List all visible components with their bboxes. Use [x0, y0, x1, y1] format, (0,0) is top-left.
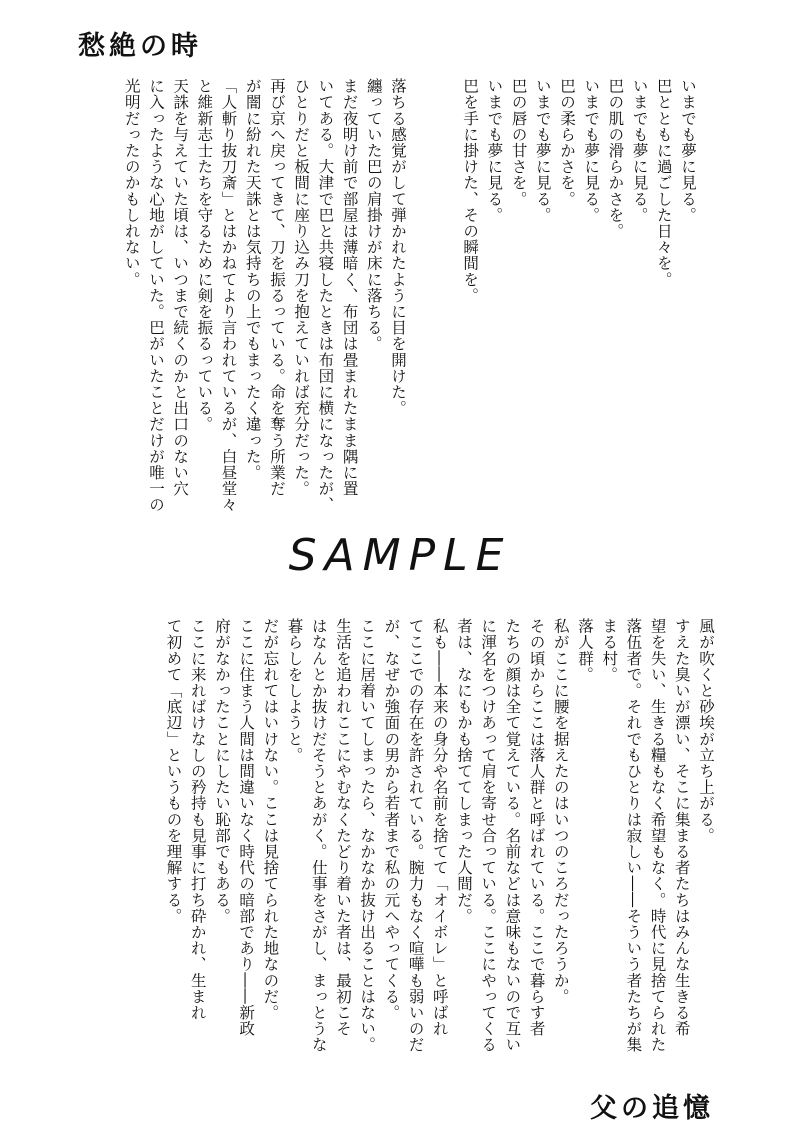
text-line: だが忘れてはいけない。ここは見捨てられた地なのだ。: [261, 618, 280, 1021]
text-line: 天誅を与えていた頃は、いつまで続くのかと出口のない穴: [171, 78, 190, 497]
text-line: 望を失い、生きる糧もなく希望もなく。時代に見捨てられた: [648, 618, 667, 1053]
text-line: 巴とともに過ごした日々を。: [654, 78, 673, 288]
text-line: 落人群。: [575, 618, 594, 683]
text-line: いてある。大津で巴と共寝したときは布団に横になったが、: [316, 78, 335, 513]
text-line: 者は、なにもかも捨ててしまった人間だ。: [454, 618, 473, 924]
text-line: いまでも夢に見る。: [630, 78, 649, 223]
text-line: いまでも夢に見る。: [679, 78, 697, 223]
text-line: に入ったような心地がしていた。巴がいたことだけが唯一の: [146, 78, 165, 513]
text-line: [434, 78, 458, 538]
text-line: 纏っていた巴の肩掛けが床に落ちる。: [364, 78, 383, 352]
text-line: ここに来ればけなしの矜持も見事に打ち砕かれ、生まれ: [188, 618, 207, 1021]
text-line: まだ夜明け前で部屋は薄暗く、布団は畳まれたまま隅に置: [340, 78, 359, 497]
text-line: 巴を手に掛けた、その瞬間を。: [461, 78, 480, 304]
text-line: 落伍者で。それでもひとりは寂しい――そういう者たちが集: [624, 618, 643, 1053]
text-line: て初めて「底辺」というものを理解する。: [164, 618, 183, 924]
text-line: ひとりだと板間に座り込み刀を抱えていれば充分だった。: [292, 78, 311, 497]
text-line: 風が吹くと砂埃が立ち上がる。: [697, 618, 715, 844]
chapter-title-bottom: 父の追憶: [590, 1093, 714, 1124]
text-line: その頃からここは落人群と呼ばれている。ここで暮らす者: [527, 618, 546, 1037]
text-line: 暮らしをしようと。: [285, 618, 304, 763]
text-line: 光明だったのかもしれない。: [122, 78, 141, 288]
text-line: 府がなかったことにしたい恥部でもある。: [212, 618, 231, 924]
text-line: 巴の唇の甘さを。: [509, 78, 528, 207]
text-line: 生活を追われここにやむなくたどり着いた者は、最初こそ: [333, 618, 352, 1037]
text-line: いまでも夢に見る。: [582, 78, 601, 223]
text-line: ここに居着いてしまったら、なかなか抜け出ることはない。: [358, 618, 377, 1053]
text-line: いまでも夢に見る。: [533, 78, 552, 223]
sample-watermark: SAMPLE: [288, 530, 512, 581]
text-line: いまでも夢に見る。: [485, 78, 504, 223]
text-line: と維新志士たちを守るために剣を振るっている。: [195, 78, 214, 433]
text-line: [410, 78, 434, 538]
text-line: 巴の柔らかさを。: [557, 78, 576, 207]
text-line: ここに住まう人間は間違いなく時代の暗部であり――新政: [237, 618, 256, 1037]
text-line: はなんとか抜けだそうとあがく。仕事をさがし、まっとうな: [309, 618, 328, 1053]
text-line: すえた臭いが漂い、そこに集まる者たちはみんな生きる希: [672, 618, 691, 1037]
text-line: が闇に紛れた天誅とは気持ちの上でもまったく違った。: [243, 78, 262, 481]
text-line: たちの顔は全て覚えている。名前などは意味もないので互い: [503, 618, 522, 1053]
chapter-title-top: 愁絶の時: [78, 31, 202, 62]
text-line: 私も――本来の身分や名前を捨てて「オイボレ」と呼ばれ: [430, 618, 449, 1037]
text-line: まる村。: [600, 618, 619, 683]
text-line: 「人斬り抜刀斎」とはかねてより言われているが、白昼堂々: [219, 78, 238, 513]
text-line: が、なぜか強面の男から若者まで私の元へやってくる。: [382, 618, 401, 1021]
text-block-bottom: [161, 618, 718, 1068]
text-line: てここでの存在を許されている。腕力もなく喧嘩も弱いのだ: [406, 618, 425, 1053]
text-line: 私がここに腰を据えたのはいつのころだったろうか。: [551, 618, 570, 1005]
text-line: 落ちる感覚がして弾かれたように目を開けた。: [388, 78, 407, 417]
text-line: 再び京へ戻ってきて、刀を振るっている。命を奪う所業だ: [267, 78, 286, 497]
text-block-top: [120, 78, 700, 538]
text-line: 巴の肌の滑らかさを。: [606, 78, 625, 239]
text-line: に渾名をつけあって肩を寄せ合っている。ここにやってくる: [479, 618, 498, 1053]
